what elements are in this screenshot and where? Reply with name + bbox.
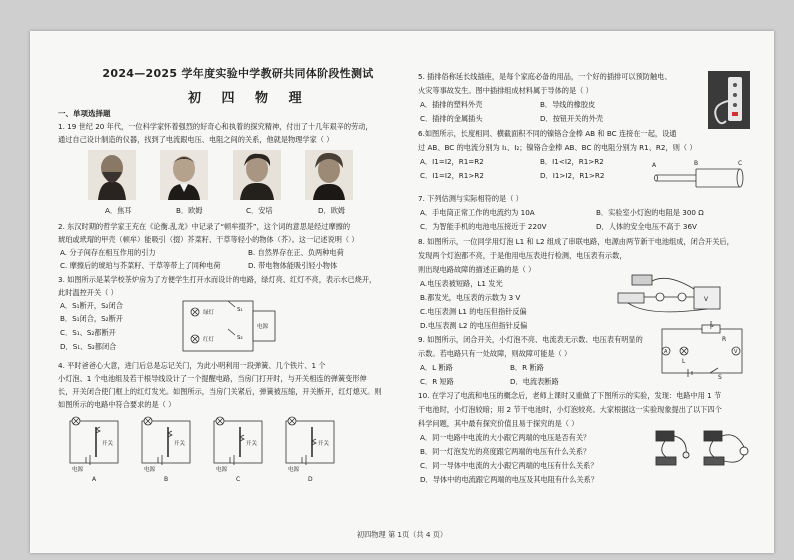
q9-option-d: D．电流表断路: [510, 377, 559, 386]
q3-source-label: 电源: [257, 324, 269, 330]
q9-circuit-diagram: [654, 321, 750, 381]
q5-option-d: D．按钮开关的外壳: [540, 114, 604, 123]
q10-option-c: C．同一导体中电流的大小跟它两端的电压有什么关系？: [420, 461, 598, 470]
q8-circuit-photo: [608, 267, 728, 322]
q4-line2: 小灯泡、1 个电池组及若干根导线设计了一个提醒电路，当房门打开时，与开关相连的弹簧变形伸: [58, 374, 367, 383]
q4-d-source-label: 电源: [288, 467, 300, 473]
q4-b-source-label: 电源: [144, 467, 156, 473]
q9-label-l: L: [682, 358, 686, 365]
q5-option-b: B．导线的橡胶皮: [540, 100, 596, 109]
q6-option-b: B．I1<I2，R1>R2: [540, 157, 604, 166]
q9-line2: 示数。若电路只有一处故障，则故障可能是（ ）: [418, 349, 572, 358]
q6-line1: 6.如图所示，长度相同、横截面积不同的镍铬合金棒 AB 和 BC 连接在一起，设通: [418, 129, 677, 138]
q3-option-b: B．S₁闭合，S₂断开: [60, 314, 123, 323]
q2-line2: 琥珀或玳瑁的甲壳（顿牟）能吸引（掇）芥菜籽、干草等轻小的物体（芥）。这一记述说明（ ）: [58, 235, 359, 244]
q1-option-c: C．安培: [246, 206, 273, 215]
q10-line3: 科学问题，其中最有探究价值且易于探究的是（ ）: [418, 419, 579, 428]
q1-option-a: A．焦耳: [105, 206, 132, 215]
q2-line1: 2. 东汉时期的哲学家王充在《论衡.乱龙》中记录了“顿牟掇芥”，这个词的意思是经过摩擦的: [58, 222, 351, 231]
q6-option-d: D．I1>I2，R1>R2: [540, 171, 605, 180]
q9-option-c: C．R 短路: [420, 377, 454, 386]
q2-option-a: A. 分子间存在相互作用的引力: [60, 248, 156, 257]
q4-label-b: B: [164, 476, 169, 483]
q6-line2: 过 AB、BC 的电流分别为 I₁、I₂；镍铬合金棒 AB、BC 的电阻分别为 R1、R2，则（ ）: [418, 143, 697, 152]
q3-option-d: D．S₁、S₂都闭合: [60, 342, 117, 351]
q10-option-a: A．同一电路中电流的大小跟它两端的电压是否有关？: [420, 433, 591, 442]
portrait-4-image: [305, 150, 353, 200]
q6-label-a: A: [652, 162, 657, 169]
q9-line1: 9. 如图所示，闭合开关，小灯泡不亮、电流表无示数、电压表有明显的: [418, 335, 643, 344]
q7-option-b: B．实验室小灯泡的电阻是 300 Ω: [596, 208, 704, 217]
q4-label-c: C: [236, 476, 241, 483]
q3-option-a: A．S₁断开，S₂闭合: [60, 301, 123, 310]
q2-option-d: D. 带电物体能吸引轻小物体: [248, 261, 338, 270]
q9-label-s: S: [718, 374, 722, 381]
q10-option-d: D．导体中的电流跟它两端的电压及其电阻有什么关系？: [420, 475, 599, 484]
q8-line1: 8. 如图所示，一位同学用灯泡 L1 和 L2 组成了串联电路，电源由两节新干电池组成，闭合开关后，: [418, 237, 734, 246]
q4-c-switch-label: 开关: [246, 441, 258, 447]
q8-option-d: D.电压表测 L2 的电压但指针反偏: [420, 321, 528, 330]
q3-s1-label: S₁: [237, 307, 243, 313]
q5-line2: 火灾等事故发生。图中插排组成材料属于导体的是（ ）: [418, 86, 593, 95]
q3-line1: 3. 如图所示是某学校茶炉房为了方便学生打开水而设计的电路，绿灯亮、红灯不亮，表示水已烧开，: [58, 275, 377, 284]
q4-c-source-label: 电源: [216, 467, 228, 473]
q6-option-c: C．I1=I2，R1>R2: [420, 171, 484, 180]
q5-option-c: C．插排的金属插头: [420, 114, 483, 123]
q2-option-b: B. 自然界存在正、负两种电荷: [248, 248, 344, 257]
q2-option-c: C. 摩擦后的琥珀与芥菜籽、干草等带上了同种电荷: [60, 261, 221, 270]
page-footer: 初四物理 第 1页（共 4 页）: [356, 530, 448, 539]
q7-option-a: A．手电筒正常工作的电流约为 10A: [420, 208, 535, 217]
q3-circuit-diagram: [173, 295, 283, 357]
q9-option-b: B．R 断路: [510, 363, 544, 372]
q9-option-a: A．L 断路: [420, 363, 453, 372]
q3-green-lamp-label: 绿灯: [203, 310, 215, 316]
q3-option-c: C．S₁、S₂都断开: [60, 328, 116, 337]
q4-b-switch-label: 开关: [174, 441, 186, 447]
q3-red-lamp-label: 红灯: [203, 337, 215, 343]
q4-label-a: A: [92, 476, 97, 483]
portrait-2-image: [160, 150, 208, 200]
q10-line1: 10. 在学习了电流和电压的概念后，老师上课时又重做了下图所示的实验，发现：电路中用 1 节: [418, 391, 722, 400]
q9-label-p: P: [710, 324, 714, 331]
q1-line2: 通过自己设计制造的仪器，找到了电流跟电压、电阻之间的关系，他就是物理学家（ ）: [58, 135, 334, 144]
q6-rod-diagram: [648, 157, 748, 189]
q1-option-d: D．欧姆: [318, 206, 346, 215]
q8-line2: 发现两个灯泡都不亮，于是他用电压表进行检测，电压表有示数，: [418, 251, 627, 260]
q3-line2: 此时温控开关（ ）: [58, 288, 118, 297]
exam-sheet: [30, 31, 774, 553]
subject-title: 初 四 物 理: [188, 91, 310, 106]
q9-label-r: R: [722, 336, 727, 343]
q6-label-b: B: [694, 160, 699, 167]
q7-option-c: C．为智能手机的电池电压接近于 220V: [420, 222, 547, 231]
q4-a-switch-label: 开关: [102, 441, 114, 447]
section-heading: 一、单项选择题: [58, 109, 111, 118]
q5-line1: 5. 插排俗称延长线插座，是每个家庭必备的用品，一个好的插排可以预防触电、: [418, 72, 672, 81]
q4-d-switch-label: 开关: [318, 441, 330, 447]
q8-option-b: B.都发光，电压表的示数为 3 V: [420, 293, 521, 302]
q8-voltmeter-label: V: [704, 296, 709, 303]
q10-experiment-photo: [652, 425, 756, 471]
q4-a-source-label: 电源: [72, 467, 84, 473]
q8-line3: 则出现电路故障的描述正确的是（ ）: [418, 265, 536, 274]
q3-s2-label: S₂: [237, 335, 243, 341]
q4-label-d: D: [308, 476, 313, 483]
portrait-3-image: [233, 150, 281, 200]
exam-title: 2024—2025 学年度实验中学教研共同体阶段性测试: [102, 67, 374, 80]
q1-line1: 1. 19 世纪 20 年代，一位科学家怀着强烈的好奇心和执着的探究精神，付出了十几年艰辛的劳动，: [58, 122, 373, 131]
q4-line1: 4. 平时爸爸心大意，进门后总是忘记关门，为此小明利用一段弹簧、几个铁片、1 个: [58, 361, 326, 370]
q6-option-a: A．I1=I2，R1=R2: [420, 157, 484, 166]
q10-line2: 干电池时，小灯泡较暗；用 2 节干电池时，小灯泡较亮。大家根据这一实验现象提出了以下四个: [418, 405, 722, 414]
q4-circuit-options: [58, 413, 358, 483]
q5-option-a: A．插排的塑料外壳: [420, 100, 483, 109]
q1-portraits: [88, 150, 378, 202]
portrait-1-image: [88, 150, 136, 200]
power-strip-photo: [708, 71, 750, 129]
q8-option-a: A.电压表被短路，L1 发光: [420, 279, 503, 288]
q9-label-a: A: [664, 349, 668, 355]
q7-line1: 7. 下列估测与实际相符的是（ ）: [418, 194, 523, 203]
q9-label-v: V: [734, 349, 738, 355]
q1-option-b: B．欧姆: [176, 206, 203, 215]
q4-line3: 长，开关闭合使门框上的红灯发光。如图所示，当房门关紧后，弹簧被压缩，开关断开，红灯熄灭。则: [58, 387, 382, 396]
q7-option-d: D．人体的安全电压不高于 36V: [596, 222, 697, 231]
q6-label-c: C: [738, 160, 743, 167]
q8-option-c: C.电压表测 L1 的电压但指针反偏: [420, 307, 527, 316]
q10-option-b: B．同一灯泡发光的亮度跟它两端的电压有什么关系？: [420, 447, 591, 456]
q4-line4: 如图所示的电路中符合要求的是（ ）: [58, 400, 176, 409]
